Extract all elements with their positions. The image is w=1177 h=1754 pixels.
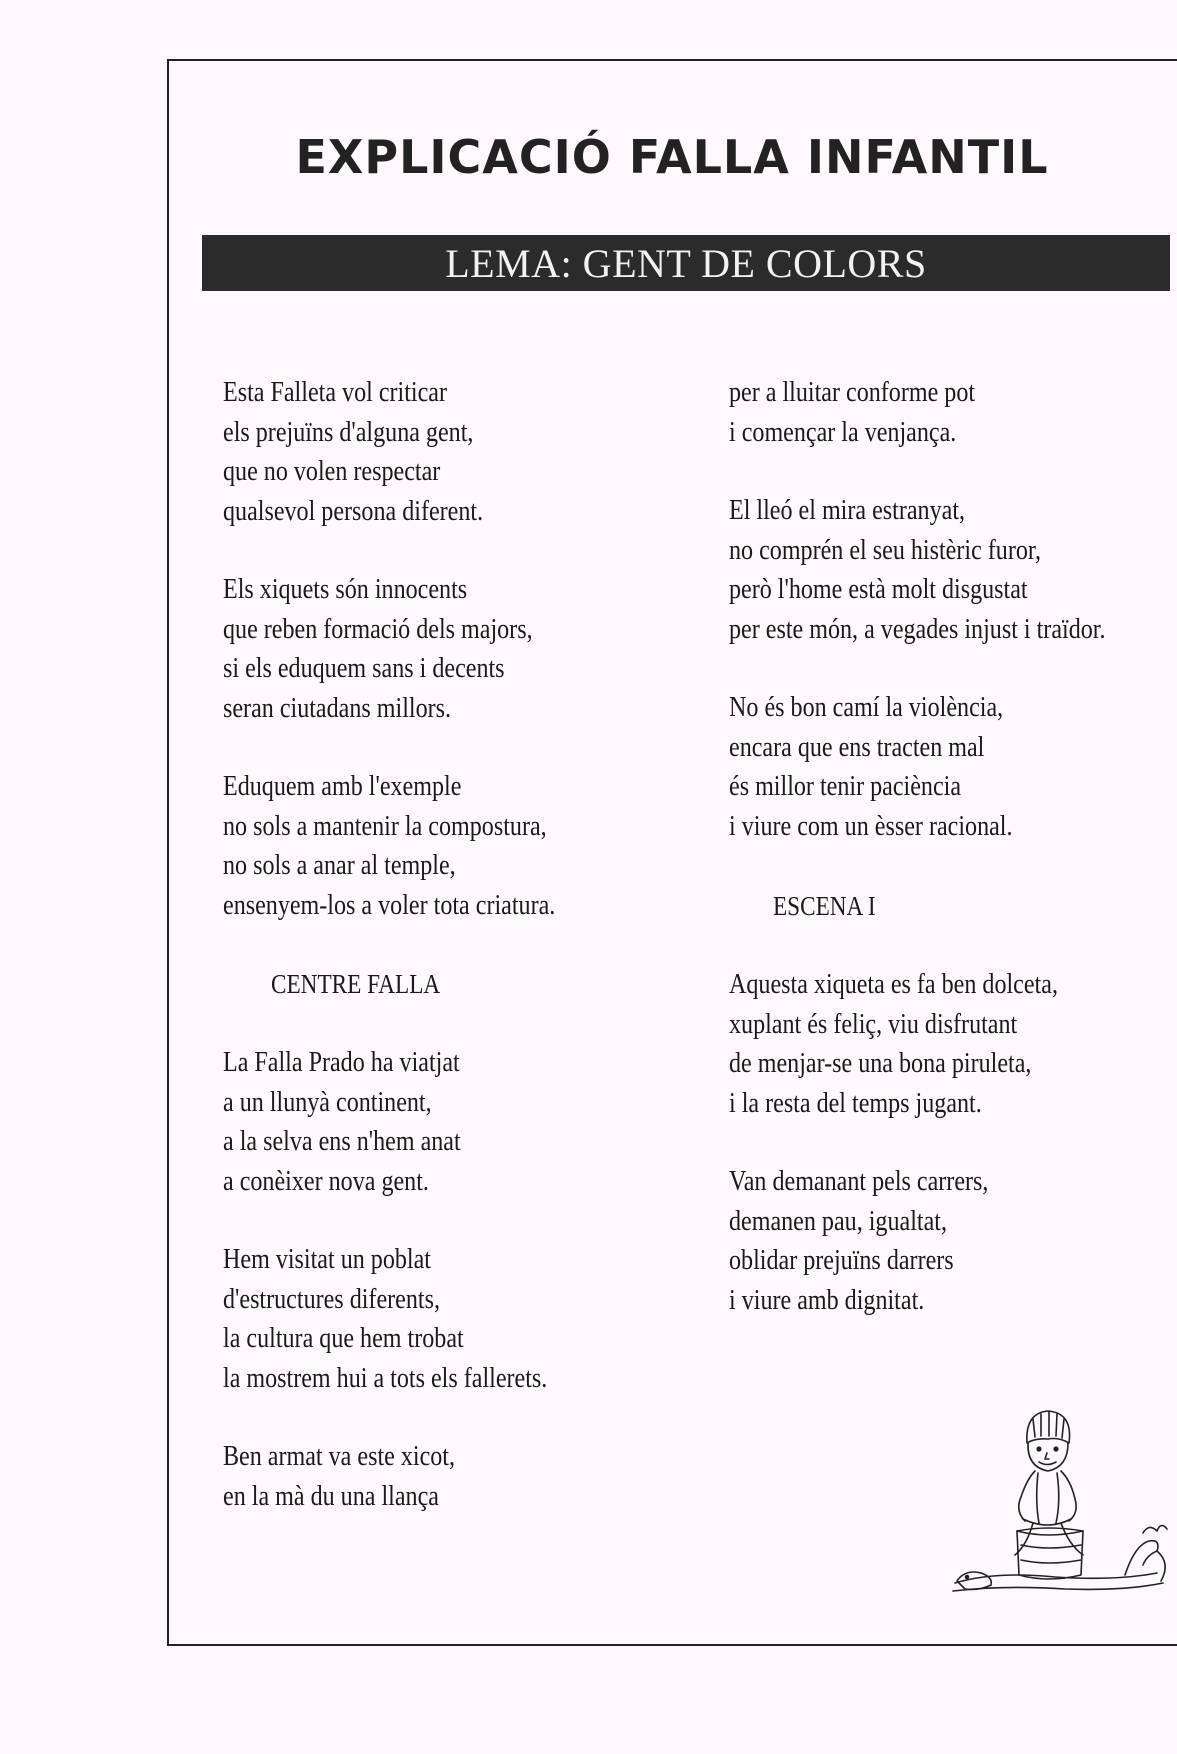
verse-line: d'estructures diferents, [223, 1283, 440, 1315]
right-stanzas-a [729, 373, 1174, 846]
stanza [729, 688, 1174, 846]
verse-line: Els xiquets són innocents [223, 574, 468, 605]
stanza [223, 1437, 653, 1516]
left-column [223, 373, 653, 1555]
verse-line: per a lluitar conforme pot [729, 377, 976, 408]
section-heading-escena-i: ESCENA I [773, 891, 876, 921]
left-stanzas-b [223, 1043, 653, 1516]
verse-line: Hem visitat un poblat [223, 1244, 431, 1275]
stanza [223, 373, 653, 531]
verse-line: La Falla Prado ha viatjat [223, 1047, 460, 1078]
stanza [729, 373, 1174, 452]
verse-line: és millor tenir paciència [729, 771, 962, 802]
stanza [223, 1043, 653, 1201]
lema-text: LEMA: GENT DE COLORS [445, 240, 927, 286]
stanza [223, 767, 653, 925]
stanza [729, 491, 1174, 649]
verse-line: a la selva ens n'hem anat [223, 1126, 461, 1157]
right-stanzas-b [729, 965, 1174, 1320]
stanza [223, 570, 653, 728]
verse-line: qualsevol persona diferent. [223, 495, 484, 527]
stanza [729, 965, 1174, 1123]
verse-line: la cultura que hem trobat [223, 1323, 464, 1354]
verse-line: seran ciutadans millors. [223, 692, 452, 724]
verse-line: encara que ens tracten mal [729, 731, 985, 763]
verse-line: a conèixer nova gent. [223, 1165, 429, 1197]
verse-line: no sols a mantenir la compostura, [223, 810, 547, 842]
verse-line: Van demanant pels carrers, [729, 1166, 989, 1197]
verse-line: en la mà du una llança [223, 1480, 439, 1512]
verse-line: demanen pau, igualtat, [729, 1205, 947, 1237]
verse-line: i viure amb dignitat. [729, 1284, 925, 1316]
page-title: EXPLICACIÓ FALLA INFANTIL [295, 130, 1049, 184]
verse-line: ensenyem-los a voler tota criatura. [223, 889, 556, 921]
verse-line: No és bon camí la violència, [729, 692, 1004, 723]
verse-line: El lleó el mira estranyat, [729, 495, 966, 526]
verse-line: de menjar-se una bona piruleta, [729, 1048, 1032, 1079]
child-illustration-icon [935, 1405, 1175, 1605]
stanza [223, 1240, 653, 1398]
verse-line: oblidar prejuïns darrers [729, 1245, 954, 1276]
verse-line: no sols a anar al temple, [223, 850, 456, 881]
verse-line: no comprén el seu histèric furor, [729, 534, 1041, 566]
verse-line: Esta Falleta vol criticar [223, 377, 447, 408]
verse-line: la mostrem hui a tots els fallerets. [223, 1362, 548, 1394]
verse-line: els prejuïns d'alguna gent, [223, 416, 474, 448]
verse-line: i començar la venjança. [729, 416, 957, 448]
section-heading-centre-falla: CENTRE FALLA [271, 969, 441, 999]
verse-line: si els eduquem sans i decents [223, 653, 505, 684]
verse-line: xuplant és feliç, viu disfrutant [729, 1008, 1018, 1040]
verse-line: a un llunyà continent, [223, 1086, 432, 1118]
stanza [729, 1162, 1174, 1320]
verse-line: Aquesta xiqueta es fa ben dolceta, [729, 969, 1058, 1000]
verse-line: i viure com un èsser racional. [729, 810, 1013, 842]
verse-line: i la resta del temps jugant. [729, 1087, 982, 1119]
lema-banner [202, 235, 1170, 291]
verse-line: que no volen respectar [223, 456, 441, 487]
verse-line: Ben armat va este xicot, [223, 1441, 456, 1472]
verse-line: per este món, a vegades injust i traïdor. [729, 613, 1106, 645]
verse-line: que reben formació dels majors, [223, 613, 533, 645]
verse-line: però l'home està molt disgustat [729, 574, 1028, 605]
verse-line: Eduquem amb l'exemple [223, 771, 462, 802]
right-column [729, 373, 1174, 1359]
left-stanzas-a [223, 373, 653, 925]
